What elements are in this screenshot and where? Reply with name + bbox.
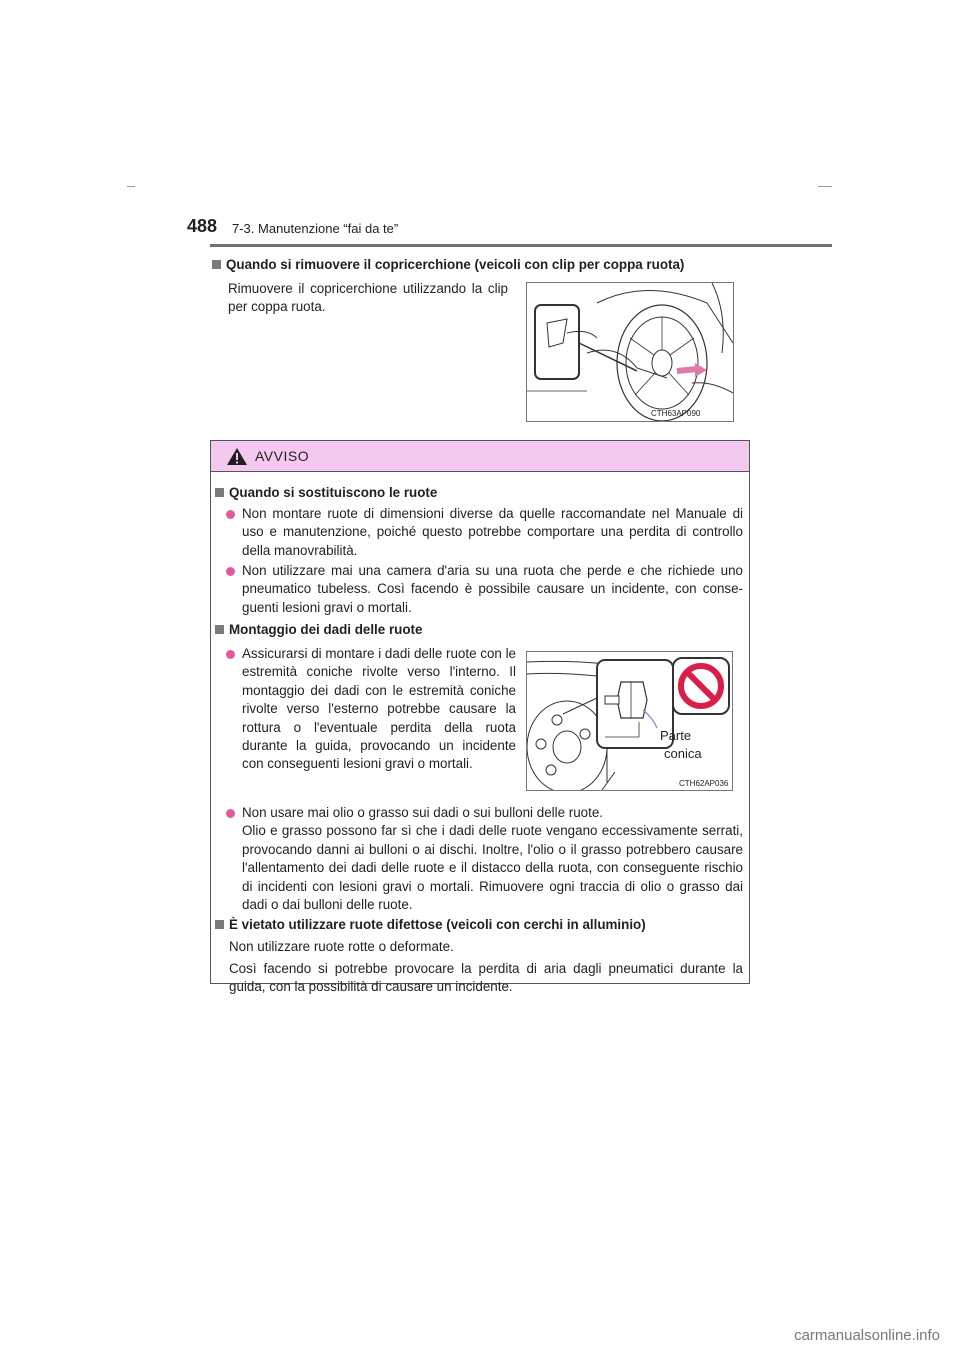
warning-bullet-no-oil	[226, 804, 743, 914]
warning-heading-defective-wheels	[215, 917, 646, 932]
figure-label-line: Parte	[660, 728, 692, 743]
wheel-nut-illustration	[527, 652, 732, 790]
warning-heading-text: È vietato utilizzare ruote difettose (veicoli con cerchi in alluminio)	[229, 917, 646, 932]
figure-hubcap-removal	[526, 282, 734, 422]
bullet-text-line: Olio e grasso possono far sì che i dadi delle ruote vengano eccessivamente serrati, provocando danni ai bulloni o ai dischi. Inoltre, l'olio o il grasso potrebbero causare l'allentamento dei dadi delle ruote e il distacco della ruota, con conseguente rischio di incidenti con lesioni gravi o mortali. Rimuovere ogni traccia di olio o grasso dai dadi o dai bulloni delle ruote.	[242, 823, 743, 913]
warning-box	[210, 440, 750, 994]
crop-mark-left	[127, 186, 135, 187]
crop-mark-right	[818, 186, 832, 187]
bullet-dot-icon	[226, 567, 235, 576]
warning-heading-wheel-change	[215, 485, 437, 500]
figure-label-line: conica	[664, 746, 702, 761]
warning-heading-nut-mounting	[215, 622, 422, 637]
bullet-dot-icon	[226, 650, 235, 659]
warning-triangle-icon	[226, 447, 248, 466]
warning-paragraph: Così facendo si potrebbe provocare la perdita di aria dagli pneumatici durante la guida, con la possibilità di causare un incidente.	[229, 961, 743, 994]
section-body-hubcap: Rimuovere il copricerchione utilizzando la clip per coppa ruota.	[228, 281, 508, 314]
square-bullet-icon	[215, 920, 224, 929]
warning-bullet-tapered-ends	[226, 645, 516, 774]
bullet-text: Non utilizzare mai una camera d'aria su una ruota che perde e che richiede uno pneumatico tubeless. Così facendo è possibile causare un incidente, con conse-guenti lesioni gravi o mortali.	[242, 563, 743, 615]
header-divider	[210, 244, 832, 247]
hubcap-removal-illustration	[527, 283, 733, 421]
warning-heading-text: Montaggio dei dadi delle ruote	[229, 622, 423, 637]
warning-label: AVVISO	[255, 448, 310, 464]
warning-paragraph: Non utilizzare ruote rotte o deformate.	[229, 939, 454, 954]
warning-bullet-wheel-size	[226, 505, 743, 560]
square-bullet-icon	[215, 488, 224, 497]
watermark: carmanualsonline.info	[794, 1327, 940, 1344]
warning-heading-text: Quando si sostituiscono le ruote	[229, 485, 438, 500]
section-heading-text: Quando si rimuovere il copricerchione (veicoli con clip per coppa ruota)	[226, 257, 685, 272]
section-title: 7-3. Manutenzione “fai da te”	[232, 221, 399, 236]
square-bullet-icon	[212, 260, 221, 269]
figure-label-tapered-part	[660, 727, 702, 763]
bullet-text-line: Non usare mai olio o grasso sui dadi o sui bulloni delle ruote.	[242, 805, 604, 820]
page-number: 488	[187, 216, 218, 236]
warning-bullet-inner-tube	[226, 562, 743, 617]
figure-wheel-nut	[526, 651, 733, 791]
bullet-text	[242, 804, 743, 914]
warning-header	[211, 441, 749, 472]
figure-code: CTH62AP036	[679, 779, 729, 788]
bullet-dot-icon	[226, 510, 235, 519]
square-bullet-icon	[215, 625, 224, 634]
section-heading-hubcap	[212, 257, 684, 272]
figure-code: CTH63AP090	[651, 409, 701, 418]
bullet-dot-icon	[226, 809, 235, 818]
bullet-text: Non montare ruote di dimensioni diverse da quelle raccomandate nel Manuale di uso e manutenzione, poiché questo potrebbe comportare una perdita di controllo della manovrabilità.	[242, 506, 743, 558]
bullet-text: Assicurarsi di montare i dadi delle ruote con le estremità coniche rivolte verso l'interno. Il montaggio dei dadi con le estremità coniche rivolte verso l'esterno potrebbe causare la rottura o l'eventuale perdita della ruota durante la guida, provocando un incidente con conseguenti lesioni gravi o mortali.	[242, 646, 516, 772]
